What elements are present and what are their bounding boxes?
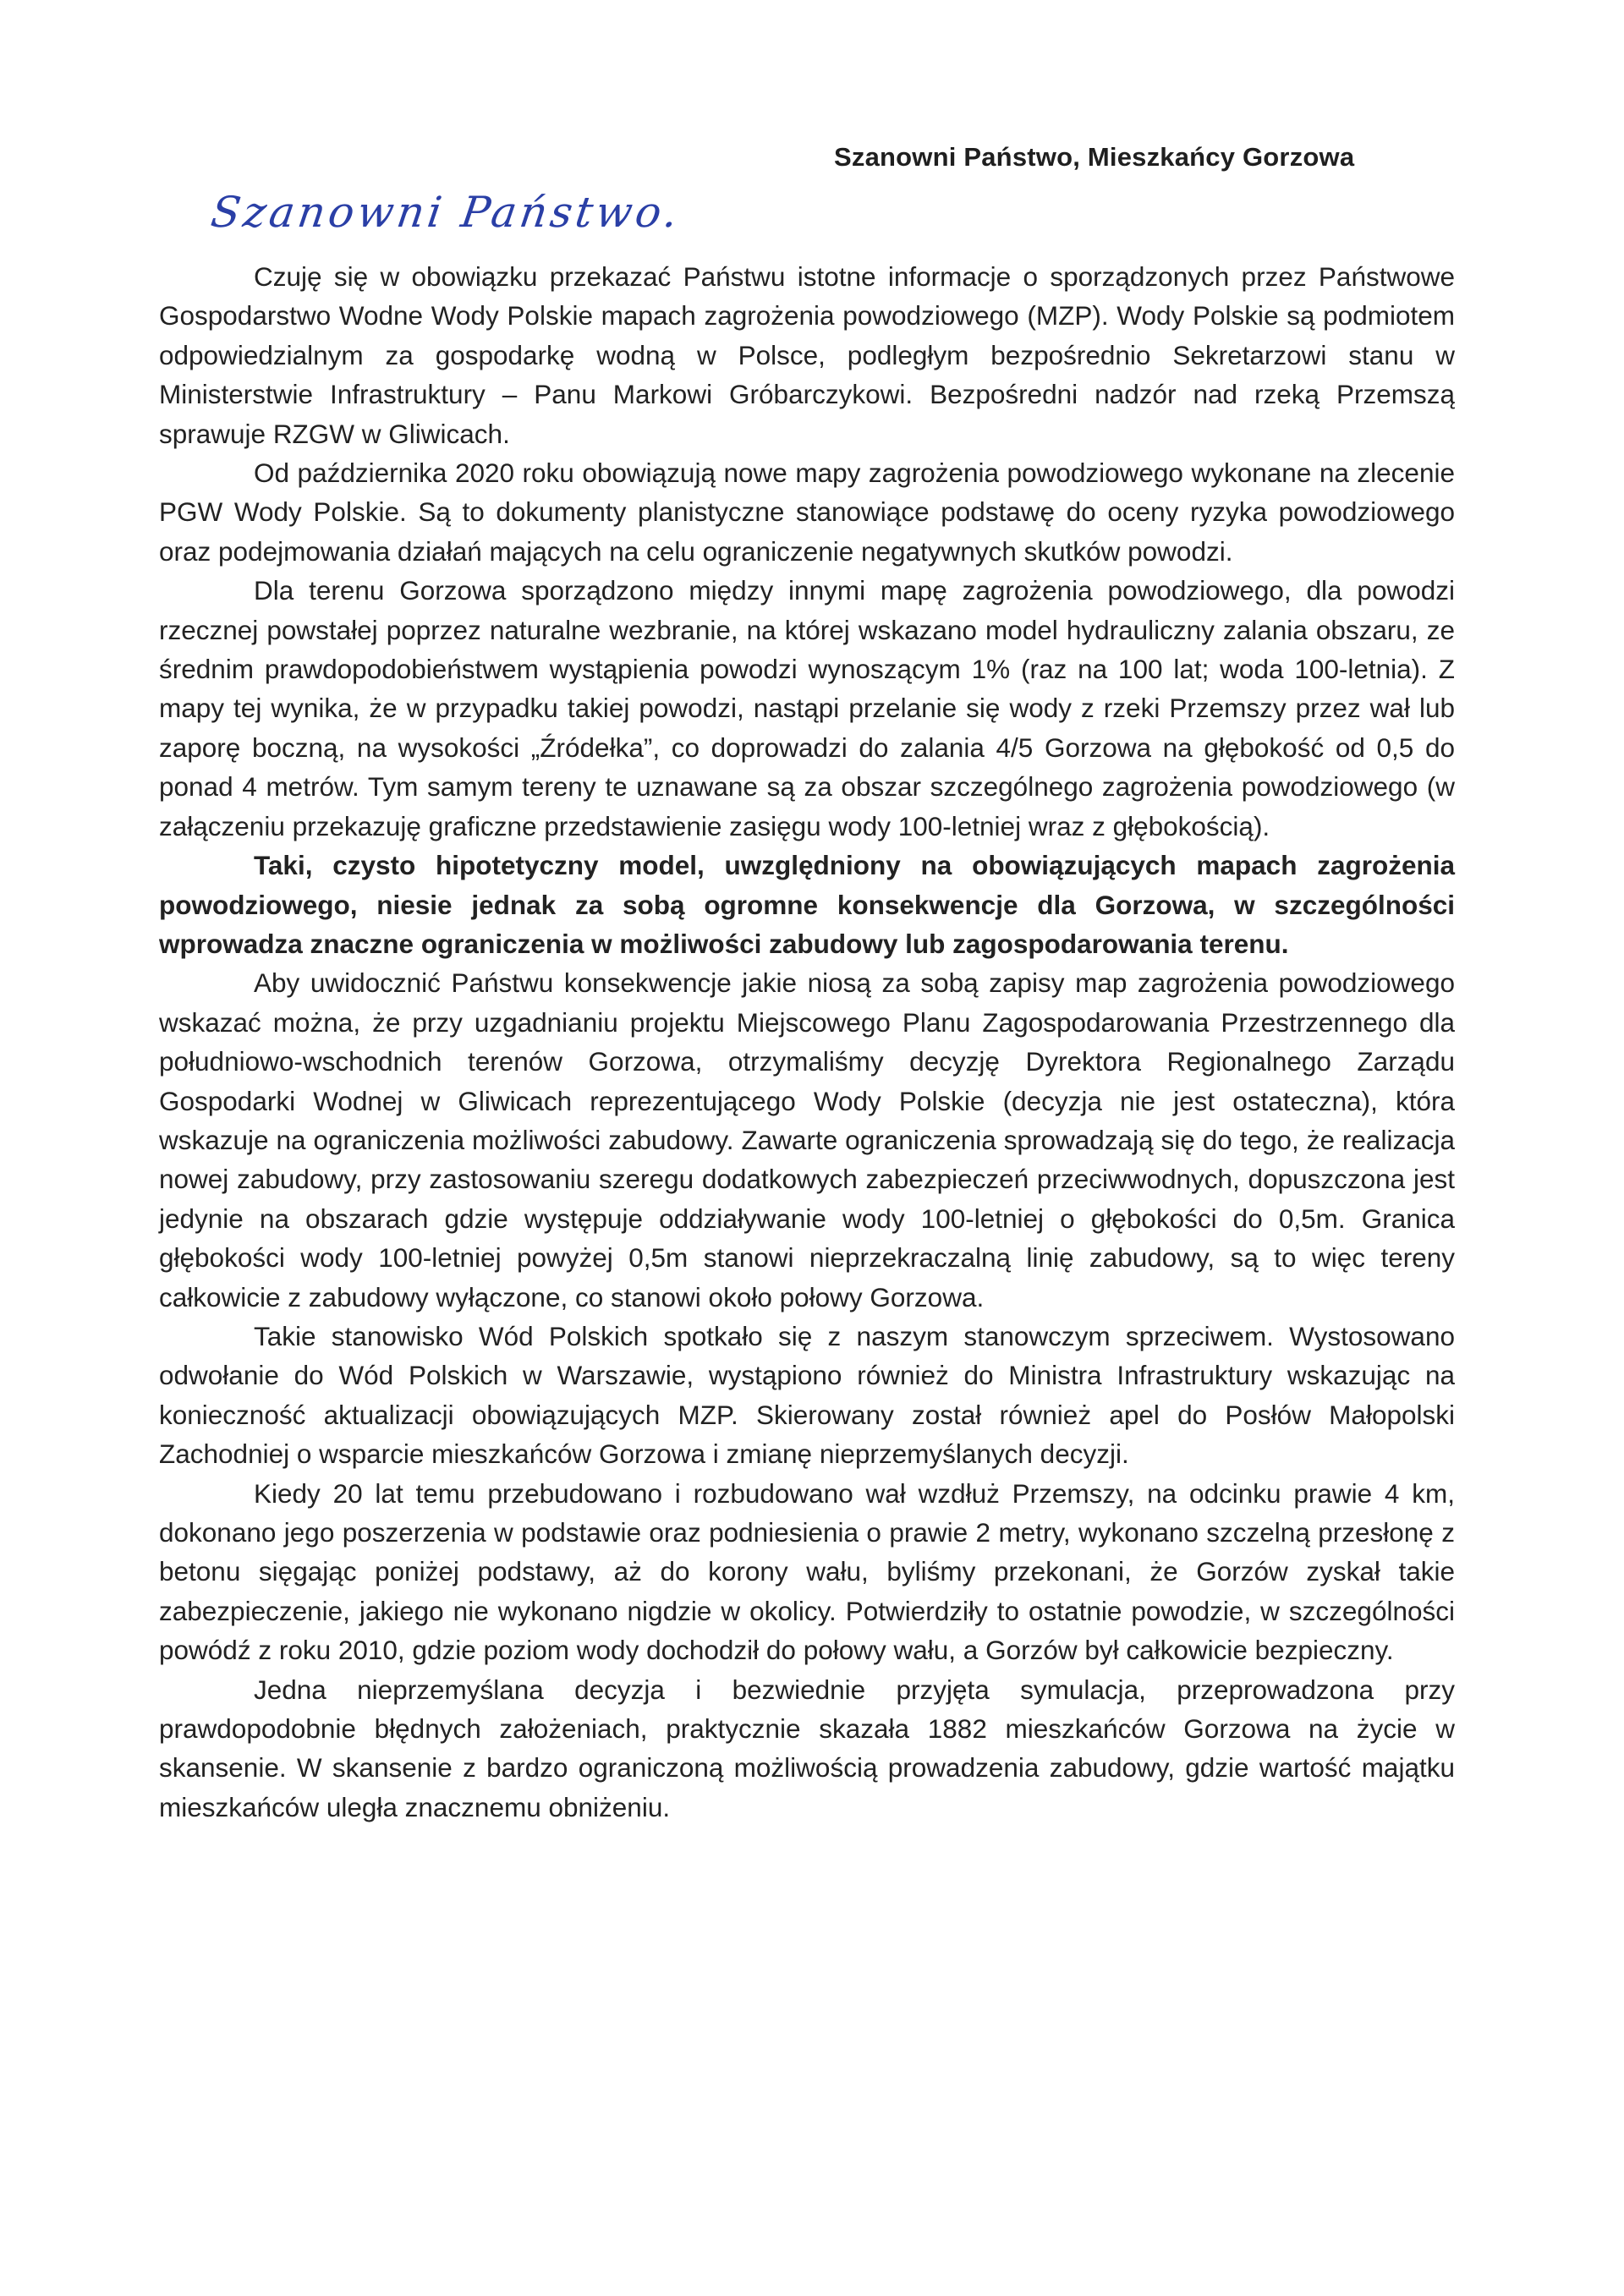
paragraph-gorzow-map: Dla terenu Gorzowa sporządzono między innymi mapę zagrożenia powodziowego, dla powodzi rzecznej powstałej poprzez naturalne wezbranie, na której wskazano model hydrauliczny zalania obszaru, ze średnim prawdopodobieństwem wystąpienia powodzi wynoszącym 1% (raz na 100 lat; woda 100-letnia). Z mapy tej wynika, że w przypadku takiej powodzi, nastąpi przelanie się wody z rzeki Przemszy przez wał lub zaporę boczną, na wysokości „Źródełka”, co doprowadzi do zalania 4/5 Gorzowa na głębokość od 0,5 do ponad 4 metrów. Tym samym tereny te uznawane są za obszar szczególnego zagrożenia powodziowego (w załączeniu przekazuję graficzne przedstawienie zasięgu wody 100-letniej wraz z głębokością). (159, 575, 1455, 841)
paragraph-embankment: Kiedy 20 lat temu przebudowano i rozbudowano wał wzdłuż Przemszy, na odcinku prawie 4 km, dokonano jego poszerzenia w podstawie oraz podniesienia o prawie 2 metry, wykonano szczelną przesłonę z betonu sięgając poniżej podstawy, aż do korony wału, byliśmy przekonani, że Gorzów zyskał takie zabezpieczenie, jakiego nie wykonano nigdzie w okolicy. Potwierdziły to ostatnie powodzie, w szczególności powódź z roku 2010, gdzie poziom wody dochodził do połowy wału, a Gorzów był całkowicie bezpieczny. (159, 1477, 1455, 1666)
letter-body (159, 257, 1455, 1827)
paragraph-conclusion: Jedna nieprzemyślana decyzja i bezwiednie przyjęta symulacja, przeprowadzona przy prawdopodobnie błędnych założeniach, praktycznie skazała 1882 mieszkańców Gorzowa na życie w skansenie. W skansenie z bardzo ograniczoną możliwością prowadzenia zabudowy, gdzie wartość majątku mieszkańców uległa znacznemu obniżeniu. (159, 1674, 1455, 1822)
paragraph-new-maps: Od października 2020 roku obowiązują nowe mapy zagrożenia powodziowego wykonane na zlecenie PGW Wody Polskie. Są to dokumenty planistyczne stanowiące podstawę do oceny ryzyka powodziowego oraz podejmowania działań mających na celu ograniczenie negatywnych skutków powodzi. (159, 458, 1455, 567)
paragraph-consequences-bold: Taki, czysto hipotetyczny model, uwzględniony na obowiązujących mapach zagrożenia powodziowego, niesie jednak za sobą ogromne konsekwencje dla Gorzowa, w szczególności wprowadza znaczne ograniczenia w możliwości zabudowy lub zagospodarowania terenu. (159, 850, 1455, 959)
paragraph-intro: Czuję się w obowiązku przekazać Państwu istotne informacje o sporządzonych przez Państwowe Gospodarstwo Wodne Wody Polskie mapach zagrożenia powodziowego (MZP). Wody Polskie są podmiotem odpowiedzialnym za gospodarkę wodną w Polsce, podległym bezpośrednio Sekretarzowi stanu w Ministerstwie Infrastruktury – Panu Markowi Gróbarczykowi. Bezpośredni nadzór nad rzeką Przemszą sprawuje RZGW w Gliwicach. (159, 261, 1455, 449)
letter-heading: Szanowni Państwo, Mieszkańcy Gorzowa (834, 142, 1355, 172)
paragraph-decision: Aby uwidocznić Państwu konsekwencje jakie niosą za sobą zapisy map zagrożenia powodziowego wskazać można, że przy uzgadnianiu projektu Miejscowego Planu Zagospodarowania Przestrzennego dla południowo-wschodnich terenów Gorzowa, otrzymaliśmy decyzję Dyrektora Regionalnego Zarządu Gospodarki Wodnej w Gliwicach reprezentującego Wody Polskie (decyzja nie jest ostateczna), która wskazuje na ograniczenia możliwości zabudowy. Zawarte ograniczenia sprowadzają się do tego, że realizacja nowej zabudowy, przy zastosowaniu szeregu dodatkowych zabezpieczeń przeciwwodnych, dopuszczona jest jedynie na obszarach gdzie występuje oddziaływanie wody 100-letniej o głębokości do 0,5m. Granica głębokości wody 100-letniej powyżej 0,5m stanowi nieprzekraczalną linię zabudowy, są to więc tereny całkowicie z zabudowy wyłączone, co stanowi około połowy Gorzowa. (159, 967, 1455, 1312)
handwritten-greeting-text: Szanowni Państwo. (207, 188, 684, 237)
handwritten-greeting (208, 188, 684, 237)
paragraph-objection: Takie stanowisko Wód Polskich spotkało się z naszym stanowczym sprzeciwem. Wystosowano odwołanie do Wód Polskich w Warszawie, wystąpiono również do Ministra Infrastruktury wskazując na konieczność aktualizacji obowiązujących MZP. Skierowany został również apel do Posłów Małopolski Zachodniej o wsparcie mieszkańców Gorzowa i zmianę nieprzemyślanych decyzji. (159, 1320, 1455, 1470)
